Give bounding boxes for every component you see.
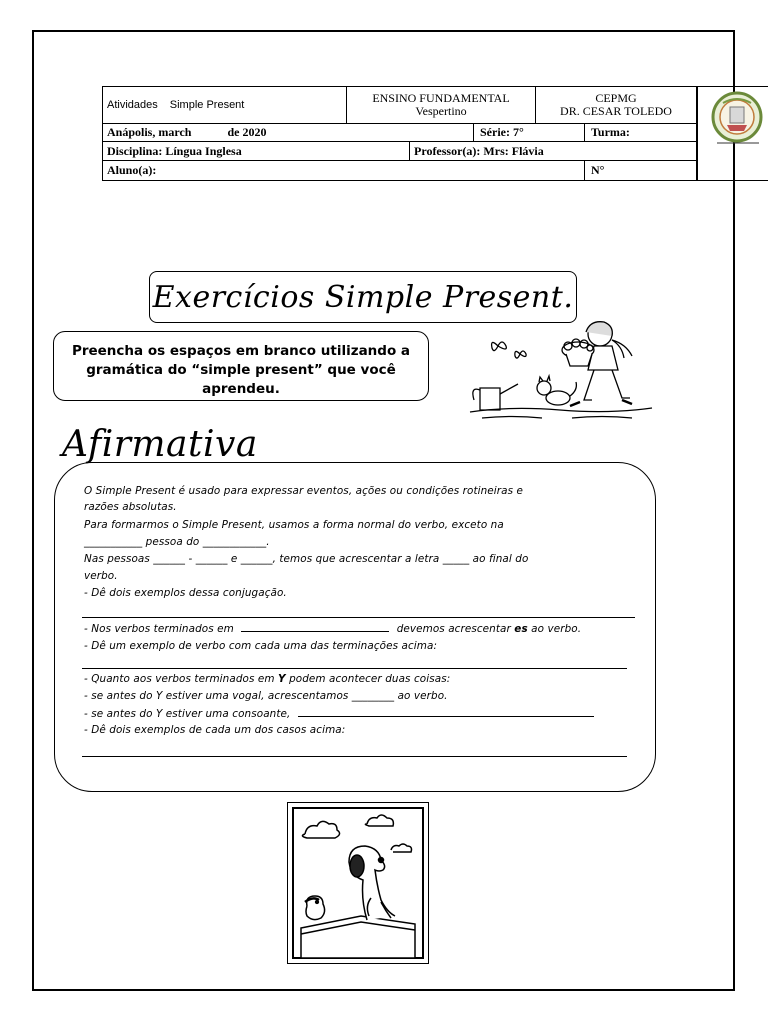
text-line-11: - se antes do Y estiver uma vogal, acrescentamos ________ ao verbo.: [84, 690, 448, 702]
turma-text: Turma:: [591, 125, 630, 139]
school-cell: [535, 86, 697, 124]
girl-watering-illustration: [462, 318, 654, 424]
city-date: Anápolis, march: [107, 125, 192, 139]
header-table: [102, 86, 697, 181]
instruction-line-1: Preencha os espaços em branco utilizando a: [71, 343, 411, 359]
text-line-12: [84, 707, 594, 720]
text-line-8b: devemos acrescentar: [396, 623, 511, 635]
text-line-2: razões absolutas.: [84, 501, 177, 513]
text-line-10a: - Quanto aos verbos terminados em: [84, 673, 275, 685]
level-text: ENSINO FUNDAMENTAL: [372, 91, 510, 105]
text-line-4: ___________ pessoa do ____________.: [84, 536, 270, 548]
answer-line-3[interactable]: [82, 756, 627, 757]
activity-topic: Simple Present: [169, 99, 245, 111]
year-text: de 2020: [227, 125, 267, 139]
worksheet-title: Exercícios Simple Present.: [152, 279, 574, 315]
text-line-5: Nas pessoas ______ - ______ e ______, temos que acrescentar a letra _____ ao final do: [84, 553, 529, 565]
serie-text: Série: 7°: [480, 125, 524, 139]
instruction-line-2: gramática do “simple present” que você: [86, 362, 396, 378]
text-line-7: - Dê dois exemplos dessa conjugação.: [84, 587, 287, 599]
text-line-13: - Dê dois exemplos de cada um dos casos acima:: [84, 724, 346, 736]
disciplina-text: Disciplina: Língua Inglesa: [107, 143, 242, 158]
school-crest-icon: [699, 89, 768, 151]
activity-cell: [102, 86, 347, 124]
date-cell: [102, 123, 474, 142]
instruction-line-3: aprendeu.: [202, 381, 280, 397]
school-short: CEPMG: [595, 91, 637, 105]
level-cell: [346, 86, 536, 124]
blank-ending[interactable]: [241, 622, 389, 632]
numero-text: N°: [591, 163, 605, 177]
snoopy-illustration: [287, 802, 429, 964]
disciplina-cell: [102, 141, 410, 161]
professor-text: Professor(a): Mrs: Flávia: [414, 143, 544, 158]
text-line-9: - Dê um exemplo de verbo com cada uma das terminações acima:: [84, 640, 438, 652]
text-line-12-text: - se antes do Y estiver uma consoante,: [84, 708, 291, 720]
numero-cell: [584, 160, 697, 181]
text-line-8c: es: [514, 623, 528, 635]
text-line-8d: ao verbo.: [531, 623, 582, 635]
worksheet-title-box: [149, 271, 577, 323]
text-line-3: Para formarmos o Simple Present, usamos a forma normal do verbo, exceto na: [84, 519, 504, 531]
text-line-10b: Y: [278, 673, 286, 685]
answer-line-1[interactable]: [82, 617, 635, 618]
turma-cell: [584, 123, 697, 142]
text-line-10: [84, 673, 450, 685]
aluno-text: Aluno(a):: [107, 163, 157, 177]
text-line-10c: podem acontecer duas coisas:: [289, 673, 451, 685]
school-name: DR. CESAR TOLEDO: [560, 104, 672, 118]
text-line-8: [84, 622, 581, 635]
serie-cell: [473, 123, 585, 142]
aluno-cell: [102, 160, 585, 181]
answer-line-2[interactable]: [82, 668, 627, 669]
activity-label: Atividades: [107, 99, 158, 111]
shift-text: Vespertino: [415, 104, 467, 118]
blank-consonant[interactable]: [298, 707, 594, 717]
text-line-1: O Simple Present é usado para expressar eventos, ações ou condições rotineiras e: [84, 485, 524, 497]
professor-cell: [409, 141, 697, 161]
text-line-8a: - Nos verbos terminados em: [84, 623, 234, 635]
section-title: Afirmativa: [62, 424, 258, 465]
instruction-box: [53, 331, 429, 401]
logo-cell: [697, 86, 768, 181]
text-line-6: verbo.: [84, 570, 118, 582]
